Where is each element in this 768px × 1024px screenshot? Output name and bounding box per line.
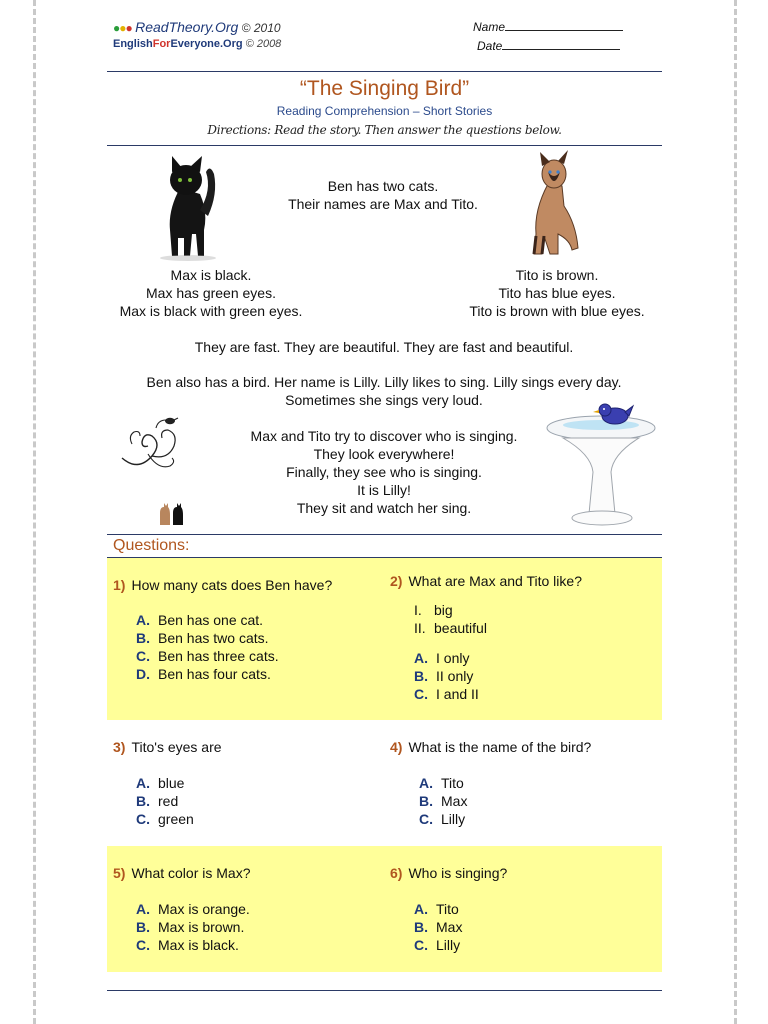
date-label: Date [477, 39, 503, 53]
answer-option[interactable] [136, 611, 279, 629]
option-letter: B. [136, 793, 150, 809]
story-fast: They are fast. They are beautiful. They are fast and beautiful. [194, 339, 574, 355]
englishforeveryone-copyright: © 2008 [245, 38, 282, 50]
header-rule [107, 71, 662, 72]
story-discover [220, 427, 548, 517]
option-letter: A. [419, 775, 433, 791]
brand-for: For [152, 38, 171, 50]
traffic-dots-icon: ●●● [113, 21, 132, 35]
bottom-rule [107, 990, 662, 991]
question-4 [390, 739, 591, 755]
page-title: “The Singing Bird” [299, 77, 470, 100]
option-text: Tito [441, 775, 464, 791]
story-discover-line: It is Lilly! [357, 482, 411, 498]
question-6 [390, 865, 507, 881]
story-bird-line: Ben also has a bird. Her name is Lilly. Lilly likes to sing. Lilly sings every day. [146, 374, 622, 390]
answer-option[interactable] [414, 936, 462, 954]
name-label: Name [473, 20, 506, 34]
option-text: Lilly [436, 937, 461, 953]
name-line[interactable] [505, 19, 623, 31]
option-letter: C. [414, 937, 428, 953]
brand-everyone: Everyone.Org [170, 38, 243, 50]
answer-option[interactable] [419, 774, 467, 792]
answer-option[interactable] [136, 900, 250, 918]
question-4-options [419, 774, 467, 828]
option-letter: A. [136, 612, 150, 628]
option-text: II only [436, 668, 474, 684]
question-2-statements [414, 601, 487, 637]
question-number: 4) [390, 739, 403, 755]
option-text: I and II [436, 686, 479, 702]
answer-option[interactable] [136, 774, 194, 792]
option-text: Ben has one cat. [158, 612, 264, 628]
page-edge-left [33, 0, 36, 1024]
question-2 [390, 573, 582, 589]
option-letter: B. [136, 919, 150, 935]
option-letter: B. [136, 630, 150, 646]
answer-option[interactable] [414, 649, 479, 667]
story-discover-line: They sit and watch her sing. [296, 500, 472, 516]
answer-option[interactable] [414, 667, 479, 685]
option-text: Ben has four cats. [158, 666, 271, 682]
option-text: Ben has three cats. [158, 648, 279, 664]
directions: Directions: Read the story. Then answer the questions below. [207, 123, 562, 137]
roman-statement [414, 619, 487, 637]
story-discover-line: They look everywhere! [313, 446, 455, 462]
question-text: Who is singing? [408, 865, 508, 881]
answer-option[interactable] [136, 792, 194, 810]
story-intro-line: Their names are Max and Tito. [288, 196, 478, 212]
roman-numeral: II. [414, 620, 426, 636]
story-max [106, 266, 316, 320]
title-rule [107, 145, 662, 146]
option-letter: D. [136, 666, 150, 682]
question-number: 2) [390, 573, 403, 589]
option-letter: A. [136, 901, 150, 917]
question-number: 5) [113, 865, 126, 881]
option-text: Max is orange. [158, 901, 250, 917]
option-letter: A. [136, 775, 150, 791]
option-letter: A. [414, 901, 428, 917]
option-text: Ben has two cats. [158, 630, 269, 646]
question-1 [113, 577, 332, 593]
page-edge-right [734, 0, 737, 1024]
story-intro-line: Ben has two cats. [327, 178, 439, 194]
answer-option[interactable] [136, 810, 194, 828]
statement-text: big [434, 602, 453, 618]
question-text: How many cats does Ben have? [131, 577, 333, 593]
name-field[interactable] [473, 19, 623, 34]
statement-text: beautiful [434, 620, 487, 636]
option-text: Tito [436, 901, 459, 917]
date-line[interactable] [502, 38, 620, 50]
story-max-line: Max is black. [170, 267, 252, 283]
question-number: 1) [113, 577, 126, 593]
option-text: green [158, 811, 194, 827]
answer-option[interactable] [136, 665, 279, 683]
option-letter: A. [414, 650, 428, 666]
story-tito-line: Tito is brown with blue eyes. [469, 303, 645, 319]
readtheory-brand [113, 19, 281, 35]
option-text: red [158, 793, 179, 809]
question-text: Tito's eyes are [131, 739, 222, 755]
option-letter: C. [136, 648, 150, 664]
answer-option[interactable] [419, 810, 467, 828]
date-field[interactable] [477, 38, 620, 53]
story-max-line: Max has green eyes. [146, 285, 276, 301]
question-2-options [414, 649, 479, 703]
option-text: Max [441, 793, 468, 809]
answer-option[interactable] [136, 918, 250, 936]
swirl-bird-ornament [118, 414, 182, 476]
small-cats-icon [156, 501, 186, 527]
question-text: What color is Max? [131, 865, 251, 881]
question-number: 6) [390, 865, 403, 881]
story-tito-line: Tito is brown. [515, 267, 599, 283]
option-letter: C. [136, 811, 150, 827]
option-text: Max is brown. [158, 919, 245, 935]
option-text: blue [158, 775, 185, 791]
answer-option[interactable] [414, 900, 462, 918]
answer-option[interactable] [136, 629, 279, 647]
brand-english: English [113, 38, 153, 50]
birdbath-illustration [545, 402, 659, 528]
question-text: What are Max and Tito like? [408, 573, 582, 589]
roman-numeral: I. [414, 602, 422, 618]
story-bird-line: Sometimes she sings very loud. [285, 392, 483, 408]
question-3-options [136, 774, 194, 828]
option-letter: C. [136, 937, 150, 953]
question-5 [113, 865, 251, 881]
question-number: 3) [113, 739, 126, 755]
question-1-options [136, 611, 279, 683]
option-letter: B. [414, 668, 428, 684]
answer-option[interactable] [414, 685, 479, 703]
readtheory-name: ReadTheory.Org [135, 19, 239, 35]
englishforeveryone-brand [113, 38, 281, 50]
story-tito [447, 266, 667, 320]
option-letter: C. [419, 811, 433, 827]
question-5-options [136, 900, 250, 954]
story-discover-line: Finally, they see who is singing. [286, 464, 482, 480]
option-text: Lilly [441, 811, 466, 827]
answer-option[interactable] [136, 936, 250, 954]
question-6-options [414, 900, 462, 954]
answer-option[interactable] [419, 792, 467, 810]
story-discover-line: Max and Tito try to discover who is singing. [250, 428, 518, 444]
story-max-line: Max is black with green eyes. [119, 303, 303, 319]
option-letter: B. [414, 919, 428, 935]
story-intro [230, 177, 536, 213]
question-3 [113, 739, 222, 755]
question-text: What is the name of the bird? [408, 739, 592, 755]
option-letter: B. [419, 793, 433, 809]
page-subtitle: Reading Comprehension – Short Stories [276, 104, 493, 118]
answer-option[interactable] [136, 647, 279, 665]
option-letter: C. [414, 686, 428, 702]
black-cat-illustration [150, 150, 240, 262]
questions-heading: Questions: [113, 537, 190, 554]
readtheory-copyright: © 2010 [241, 21, 281, 35]
roman-statement [414, 601, 487, 619]
option-text: Max [436, 919, 463, 935]
story-tito-line: Tito has blue eyes. [498, 285, 616, 301]
questions-top-rule [107, 534, 662, 535]
answer-option[interactable] [414, 918, 462, 936]
option-text: Max is black. [158, 937, 239, 953]
option-text: I only [436, 650, 470, 666]
